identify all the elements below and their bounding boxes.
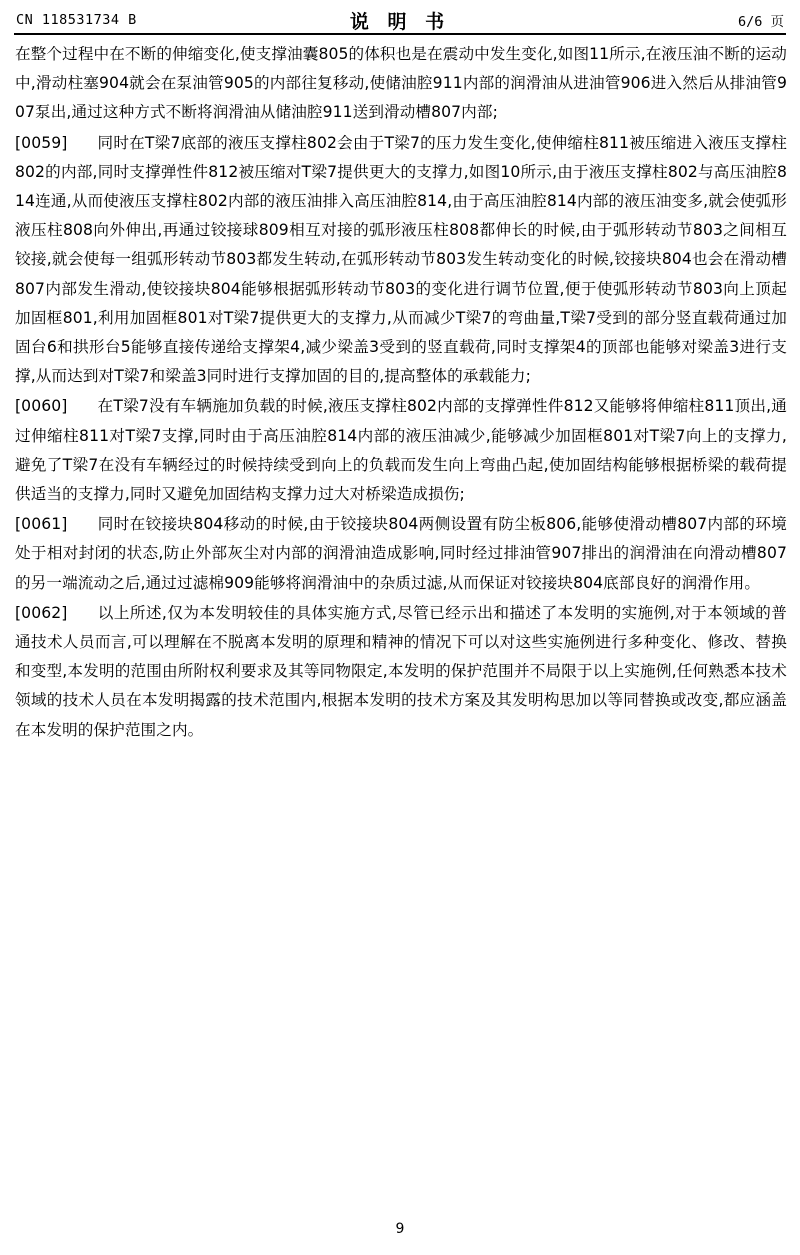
page-header (0, 6, 800, 34)
paragraph (15, 40, 787, 128)
paragraph-number: [0059] (15, 133, 68, 152)
paragraph (15, 129, 787, 392)
paragraph-text: 在整个过程中在不断的伸缩变化,使支撑油囊805的体积也是在震动中发生变化,如图11所示,在液压油不断的运动中,滑动柱塞904就会在泵油管905的内部往复移动,使储油腔911内部的润滑油从进油管906进入然后从排油管907泵出,通过这种方式不断将润滑油从储油腔911送到滑动槽807内部; (15, 45, 787, 122)
document-number: CN 118531734 B (16, 12, 137, 28)
paragraph-text: 以上所述,仅为本发明较佳的具体实施方式,尽管已经示出和描述了本发明的实施例,对于本领域的普通技术人员而言,可以理解在不脱离本发明的原理和精神的情况下可以对这些实施例进行多种变化、修改、替换和变型,本发明的范围由所附权利要求及其等同物限定,本发明的保护范围并不局限于以上实施例,任何熟悉本技术领域的技术人员在本发明揭露的技术范围内,根据本发明的技术方案及其发明构思加以等同替换或改变,都应涵盖在本发明的保护范围之内。 (15, 603, 787, 739)
paragraph (15, 599, 787, 745)
paragraph-number: [0062] (15, 603, 68, 622)
document-body (15, 40, 787, 1190)
paragraph-text: 在T梁7没有车辆施加负载的时候,液压支撑柱802内部的支撑弹性件812又能够将伸缩柱811顶出,通过伸缩柱811对T梁7支撑,同时由于高压油腔814内部的液压油减少,能够减少加固框801对T梁7向上的支撑力,避免了T梁7在没有车辆经过的时候持续受到向上的负载而发生向上弯曲凸起,使加固结构能够根据桥梁的载荷提供适当的支撑力,同时又避免加固结构支撑力过大对桥梁造成损伤; (15, 397, 787, 504)
header-divider (14, 33, 786, 35)
paragraph-text: 同时在铰接块804移动的时候,由于铰接块804两侧设置有防尘板806,能够使滑动槽807内部的环境处于相对封闭的状态,防止外部灰尘对内部的润滑油造成影响,同时经过排油管907排出的润滑油在向滑动槽807的另一端流动之后,通过过滤棉909能够将润滑油中的杂质过滤,从而保证对铰接块804底部良好的润滑作用。 (15, 515, 787, 592)
paragraph-number: [0060] (15, 397, 68, 416)
page-title: 说 明 书 (349, 11, 451, 33)
paragraph (15, 392, 787, 509)
paragraph (15, 510, 787, 598)
footer-page-number: 9 (395, 1221, 405, 1237)
paragraph-number: [0061] (15, 515, 68, 534)
page-footer (0, 1221, 800, 1237)
page-label: 6/6 页 (737, 14, 784, 30)
paragraph-text: 同时在T梁7底部的液压支撑柱802会由于T梁7的压力发生变化,使伸缩柱811被压缩进入液压支撑柱802的内部,同时支撑弹性件812被压缩对T梁7提供更大的支撑力,如图10所示,由于液压支撑柱802与高压油腔814连通,从而使液压支撑柱802内部的液压油排入高压油腔814,由于高压油腔814内部的液压油变多,就会使弧形液压柱808向外伸出,再通过铰接球809相互对接的弧形液压柱808都伸长的时候,由于弧形转动节803之间相互铰接,就会使每一组弧形转动节803都发生转动,在弧形转动节803发生转动变化的时候,铰接块804也会在滑动槽807内部发生滑动,使铰接块804能够根据弧形转动节803的变化进行调节位置,便于使弧形转动节803向上顶起加固框801,利用加固框801对T梁7提供更大的支撑力,从而减少T梁7的弯曲量,T梁7受到的部分竖直载荷通过加固台6和拱形台5能够直接传递给支撑架4,减少梁盖3受到的竖直载荷,同时支撑架4的顶部也能够对梁盖3进行支撑,从而达到对T梁7和梁盖3同时进行支撑加固的目的,提高整体的承载能力; (15, 133, 787, 386)
